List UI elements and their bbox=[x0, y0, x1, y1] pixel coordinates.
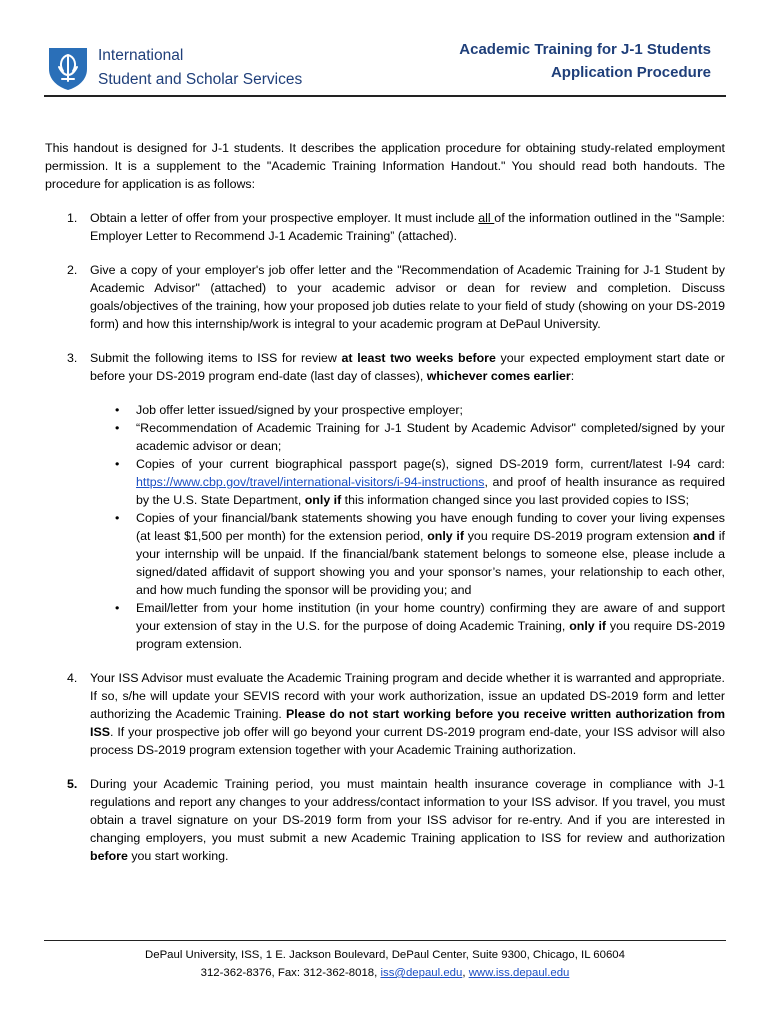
step-number: 5. bbox=[67, 777, 78, 791]
footer-contact bbox=[0, 964, 770, 982]
website-link[interactable]: www.iss.depaul.edu bbox=[468, 967, 570, 979]
step-number: 1. bbox=[67, 211, 78, 225]
item-text: Copies of your current biographical passport page(s), signed DS-2019 form, current/latest I-94 card: bbox=[136, 457, 725, 471]
step-text: Give a copy of your employer's job offer letter and the "Recommendation of Academic Training for J-1 Student by Academic Advisor" (attached) to your academic advisor or dean for review and completion. Discuss goals/objectives of the training, how your proposed job duties relate to your field of study (showing on your DS-2019 form) and how this internship/work is integral to your academic program at DePaul University. bbox=[90, 263, 725, 331]
item-text: “Recommendation of Academic Training for J-1 Student by Academic Advisor" completed/signed by your academic advisor or dean; bbox=[136, 421, 725, 453]
list-item bbox=[90, 509, 725, 599]
item-text: you require DS-2019 program extension. bbox=[136, 619, 726, 651]
item-text: if your internship will be unpaid. If the financial/bank statement belongs to someone else, please include a signed/dated affidavit of support showing you and your sponsor’s names, your relationship to each other, and how much funding the sponsor will be providing you; and bbox=[136, 529, 725, 597]
step-emphasis: before bbox=[90, 849, 128, 863]
steps-list bbox=[45, 209, 725, 865]
step-text: : bbox=[570, 369, 575, 383]
intro-paragraph: This handout is designed for J-1 students. It describes the application procedure for obtaining study-related employment permission. It is a supplement to the "Academic Training Information Handout." You should read both handouts. The procedure for application is as follows: bbox=[45, 141, 725, 191]
title-line1: Academic Training for J-1 Students bbox=[459, 41, 711, 58]
footer-separator: , bbox=[462, 967, 469, 979]
footer bbox=[0, 946, 770, 982]
step-number: 3. bbox=[67, 351, 78, 365]
org-name bbox=[98, 44, 302, 92]
item-text: Copies of your financial/bank statements showing you have enough funding to cover your living expenses (at least $1,500 per month) for the extension period, bbox=[136, 511, 725, 543]
step-1 bbox=[45, 209, 725, 245]
step-3 bbox=[45, 349, 725, 653]
document-title bbox=[459, 38, 711, 84]
step-2 bbox=[45, 261, 725, 333]
step-number: 4. bbox=[67, 671, 78, 685]
step-number: 2. bbox=[67, 263, 78, 277]
org-name-line2: Student and Scholar Services bbox=[98, 71, 303, 88]
footer-divider bbox=[44, 940, 726, 941]
step-emphasis: all bbox=[478, 211, 495, 225]
item-emphasis: only if bbox=[304, 493, 342, 507]
list-item bbox=[90, 419, 725, 455]
item-emphasis: only if bbox=[569, 619, 607, 633]
document-body bbox=[45, 139, 725, 881]
footer-address: DePaul University, ISS, 1 E. Jackson Boulevard, DePaul Center, Suite 9300, Chicago, IL 60604 bbox=[145, 949, 625, 961]
list-item bbox=[90, 599, 725, 653]
step-emphasis: at least two weeks before bbox=[341, 351, 496, 365]
step-text: you start working. bbox=[127, 849, 229, 863]
email-link[interactable]: iss@depaul.edu bbox=[380, 967, 463, 979]
footer-phone-fax: 312-362-8376, Fax: 312-362-8018, bbox=[200, 967, 381, 979]
step-text: During your Academic Training period, you must maintain health insurance coverage in compliance with J-1 regulations and report any changes to your address/contact information to your ISS advisor. If you travel, you must obtain a travel signature on your DS-2019 form from your ISS advisor for re-entry. And if you are interested in changing employers, you must submit a new Academic Training application to ISS for review and authorization bbox=[90, 777, 725, 845]
step-emphasis: Please do not start working before you receive written authorization from ISS bbox=[90, 707, 726, 739]
item-text: Email/letter from your home institution (in your home country) confirming they are aware of and support your extension of stay in the U.S. for the purpose of doing Academic Training, bbox=[136, 601, 725, 633]
i94-instructions-link[interactable]: https://www.cbp.gov/travel/international-visitors/i-94-instructions bbox=[136, 475, 485, 489]
item-text: this information changed since you last provided copies to ISS; bbox=[341, 493, 690, 507]
step-text: your expected employment start date or before your DS-2019 program end-date (last day of classes), bbox=[90, 351, 725, 383]
list-item bbox=[90, 401, 725, 419]
item-emphasis: only if bbox=[427, 529, 464, 543]
required-items-list bbox=[90, 401, 725, 653]
step-text: Your ISS Advisor must evaluate the Academic Training program and decide whether it is warranted and appropriate. If so, s/he will update your SEVIS record with your work authorization, issue an updated DS-2019 form and letter authorizing the Academic Training. bbox=[90, 671, 725, 721]
item-text: , and proof of health insurance as required by the U.S. State Department, bbox=[136, 475, 725, 507]
item-text: you require DS-2019 program extension bbox=[464, 529, 694, 543]
header-divider bbox=[44, 95, 726, 97]
step-5 bbox=[45, 775, 725, 865]
step-text: . If your prospective job offer will go beyond your current DS-2019 program end-date, your ISS advisor will also process DS-2019 program extension together with your Academic Training authorization. bbox=[90, 725, 725, 757]
step-text: Obtain a letter of offer from your prospective employer. It must include bbox=[90, 211, 479, 225]
item-emphasis: and bbox=[693, 529, 716, 543]
step-emphasis: whichever comes earlier bbox=[426, 369, 571, 383]
step-text: Submit the following items to ISS for review bbox=[90, 351, 342, 365]
list-item bbox=[90, 455, 725, 509]
item-text: Job offer letter issued/signed by your prospective employer; bbox=[136, 403, 463, 417]
org-name-line1: International bbox=[98, 47, 184, 64]
step-text: of the information outlined in the "Sample: Employer Letter to Recommend J-1 Academic Training” (attached). bbox=[90, 211, 725, 243]
step-4 bbox=[45, 669, 725, 759]
title-line2: Application Procedure bbox=[550, 64, 711, 81]
depaul-logo-icon bbox=[46, 45, 90, 91]
